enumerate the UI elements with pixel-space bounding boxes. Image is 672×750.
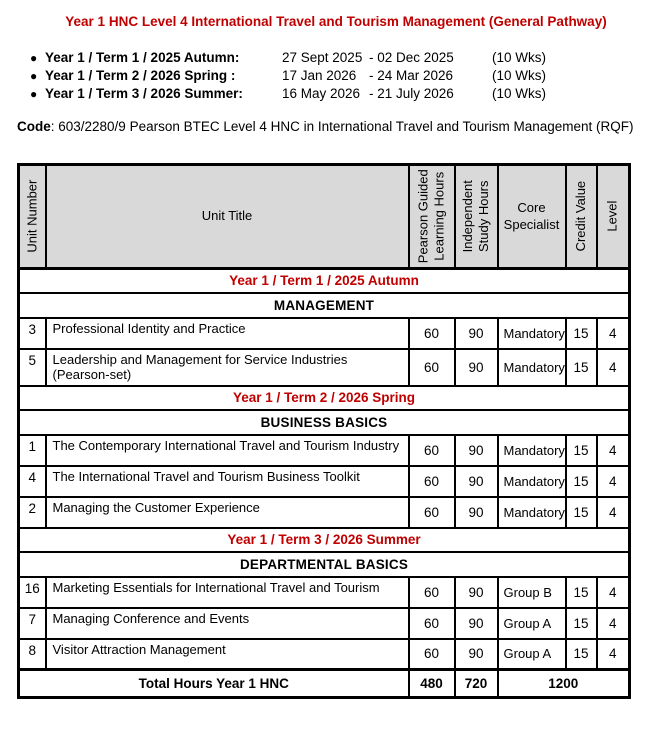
term-section-title: Year 1 / Term 2 / 2026 Spring: [19, 386, 630, 410]
bullet-icon: ●: [30, 69, 38, 83]
guided-hours-cell: 60: [409, 639, 455, 670]
group-section-title: MANAGEMENT: [19, 293, 630, 318]
term-end-date: - 24 Mar 2026: [369, 68, 454, 83]
group-section-row: [19, 410, 630, 435]
table-header-row: [19, 165, 630, 269]
credit-value-cell: 15: [566, 608, 597, 639]
credit-value-cell: 15: [566, 349, 597, 386]
core-specialist-cell: Group A: [498, 639, 566, 670]
core-specialist-cell: Group B: [498, 577, 566, 608]
unit-row: [19, 435, 630, 466]
total-row: [19, 670, 630, 698]
group-section-row: [19, 552, 630, 577]
core-specialist-cell: Mandatory: [498, 435, 566, 466]
guided-hours-cell: 60: [409, 577, 455, 608]
unit-title-cell: Visitor Attraction Management: [46, 639, 409, 670]
unit-row: [19, 577, 630, 608]
term-section-title: Year 1 / Term 1 / 2025 Autumn: [19, 269, 630, 293]
unit-number-cell: 7: [19, 608, 46, 639]
credit-value-cell: 15: [566, 497, 597, 528]
unit-row: [19, 639, 630, 670]
study-hours-cell: 90: [455, 349, 498, 386]
level-cell: 4: [597, 639, 630, 670]
bullet-icon: ●: [30, 51, 38, 65]
level-cell: 4: [597, 577, 630, 608]
level-cell: 4: [597, 608, 630, 639]
unit-title-cell: Managing the Customer Experience: [46, 497, 409, 528]
group-section-row: [19, 293, 630, 318]
term-start-date: 27 Sept 2025: [282, 50, 363, 65]
term-section-row: [19, 269, 630, 293]
credit-value-cell: 15: [566, 435, 597, 466]
credit-value-cell: 15: [566, 318, 597, 349]
guided-hours-cell: 60: [409, 466, 455, 497]
term-label: Year 1 / Term 3 / 2026 Summer:: [45, 86, 243, 101]
term-end-date: - 02 Dec 2025: [369, 50, 454, 65]
unit-number-cell: 5: [19, 349, 46, 386]
unit-title-cell: The Contemporary International Travel and Tourism Industry: [46, 435, 409, 466]
credit-value-cell: 15: [566, 639, 597, 670]
study-hours-cell: 90: [455, 608, 498, 639]
term-start-date: 16 May 2026: [282, 86, 361, 101]
core-specialist-cell: Group A: [498, 608, 566, 639]
unit-title-cell: Managing Conference and Events: [46, 608, 409, 639]
document-title: Year 1 HNC Level 4 International Travel and Tourism Management (General Pathway): [65, 14, 607, 29]
header-credit-value: Credit Value: [566, 165, 597, 269]
unit-row: [19, 497, 630, 528]
total-combined-hours: 1200: [498, 670, 630, 698]
total-guided-hours: 480: [409, 670, 455, 698]
unit-row: [19, 318, 630, 349]
term-schedule-item: [17, 49, 655, 67]
unit-title-cell: The International Travel and Tourism Business Toolkit: [46, 466, 409, 497]
term-duration: (10 Wks): [492, 86, 546, 101]
header-guided-learning-hours: Pearson Guided Learning Hours: [409, 165, 455, 269]
total-study-hours: 720: [455, 670, 498, 698]
header-unit-title: Unit Title: [46, 165, 409, 269]
bullet-icon: ●: [30, 87, 38, 101]
unit-number-cell: 3: [19, 318, 46, 349]
term-start-date: 17 Jan 2026: [282, 68, 357, 83]
unit-number-cell: 8: [19, 639, 46, 670]
credit-value-cell: 15: [566, 466, 597, 497]
total-label: Total Hours Year 1 HNC: [19, 670, 409, 698]
term-section-row: [19, 386, 630, 410]
header-level: Level: [597, 165, 630, 269]
guided-hours-cell: 60: [409, 497, 455, 528]
guided-hours-cell: 60: [409, 435, 455, 466]
level-cell: 4: [597, 497, 630, 528]
study-hours-cell: 90: [455, 497, 498, 528]
term-section-row: [19, 528, 630, 552]
term-schedule-list: [17, 49, 655, 103]
header-independent-study-hours: Independent Study Hours: [455, 165, 498, 269]
term-label: Year 1 / Term 1 / 2025 Autumn:: [45, 50, 240, 65]
course-units-table: [17, 163, 631, 699]
unit-number-cell: 4: [19, 466, 46, 497]
course-code-text: : 603/2280/9 Pearson BTEC Level 4 HNC in International Travel and Tourism Management (RQF): [50, 119, 634, 134]
course-code-label: Code: [17, 119, 51, 134]
study-hours-cell: 90: [455, 466, 498, 497]
unit-row: [19, 349, 630, 386]
guided-hours-cell: 60: [409, 608, 455, 639]
term-section-title: Year 1 / Term 3 / 2026 Summer: [19, 528, 630, 552]
guided-hours-cell: 60: [409, 349, 455, 386]
course-code-line: [17, 118, 655, 135]
unit-number-cell: 1: [19, 435, 46, 466]
study-hours-cell: 90: [455, 435, 498, 466]
unit-title-cell: Leadership and Management for Service Industries (Pearson-set): [46, 349, 409, 386]
term-end-date: - 21 July 2026: [369, 86, 454, 101]
unit-title-cell: Professional Identity and Practice: [46, 318, 409, 349]
study-hours-cell: 90: [455, 318, 498, 349]
term-label: Year 1 / Term 2 / 2026 Spring :: [45, 68, 236, 83]
unit-number-cell: 16: [19, 577, 46, 608]
credit-value-cell: 15: [566, 577, 597, 608]
core-specialist-cell: Mandatory: [498, 497, 566, 528]
term-duration: (10 Wks): [492, 50, 546, 65]
term-duration: (10 Wks): [492, 68, 546, 83]
group-section-title: BUSINESS BASICS: [19, 410, 630, 435]
term-schedule-item: [17, 85, 655, 103]
level-cell: 4: [597, 435, 630, 466]
core-specialist-cell: Mandatory: [498, 466, 566, 497]
unit-row: [19, 466, 630, 497]
level-cell: 4: [597, 349, 630, 386]
core-specialist-cell: Mandatory: [498, 318, 566, 349]
group-section-title: DEPARTMENTAL BASICS: [19, 552, 630, 577]
unit-row: [19, 608, 630, 639]
study-hours-cell: 90: [455, 577, 498, 608]
term-schedule-item: [17, 67, 655, 85]
study-hours-cell: 90: [455, 639, 498, 670]
guided-hours-cell: 60: [409, 318, 455, 349]
core-specialist-cell: Mandatory: [498, 349, 566, 386]
unit-title-cell: Marketing Essentials for International Travel and Tourism: [46, 577, 409, 608]
unit-number-cell: 2: [19, 497, 46, 528]
header-core-specialist: Core Specialist: [498, 165, 566, 269]
level-cell: 4: [597, 466, 630, 497]
header-unit-number: Unit Number: [19, 165, 46, 269]
level-cell: 4: [597, 318, 630, 349]
